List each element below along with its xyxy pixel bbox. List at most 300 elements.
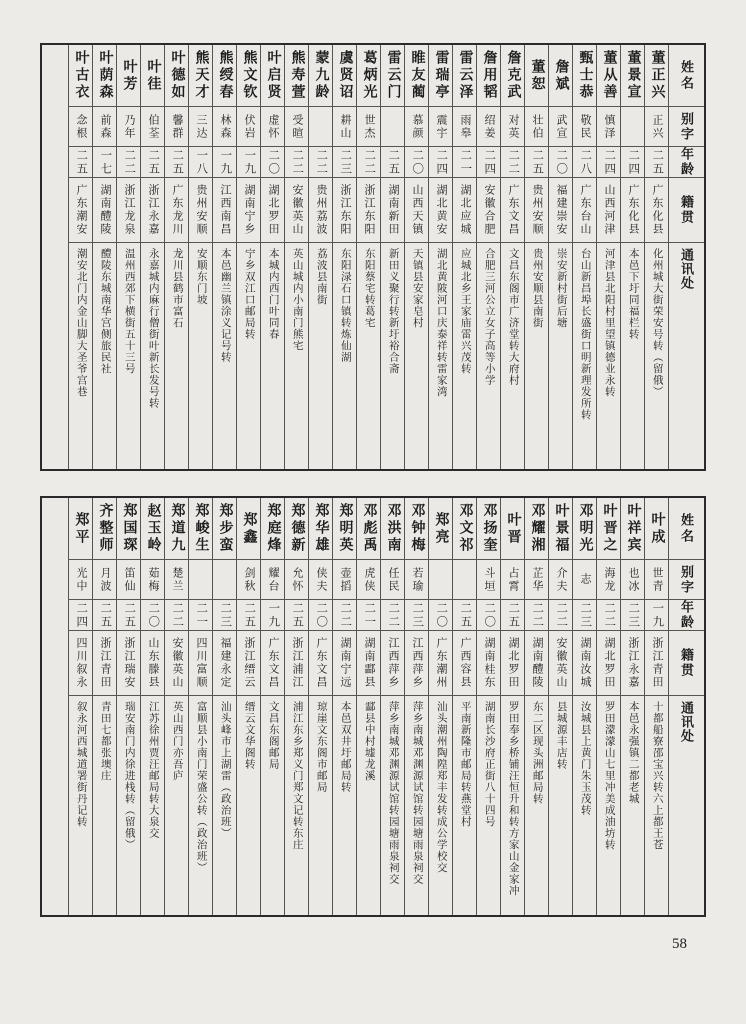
entry-cell-zi [237,107,260,147]
header-cell-origin [669,631,704,696]
entry-cell-zi [117,107,140,147]
entry-name: 郑步蛮 [217,503,233,554]
header-cell-age [669,600,704,631]
entry-name: 邓明光 [577,503,593,554]
entry-cell-age [621,600,644,631]
entry-age: 一九 [267,601,280,629]
entry-name: 詹克武 [505,50,521,101]
entry-address: 萍乡南城邓渊源试馆转园塘雨泉祠交 [411,701,423,885]
entry-courtesy-name: 光中 [75,566,87,593]
entry-address: 化州城大街荣安号转（留俄） [651,248,663,398]
entry-native-place: 湖南宁远 [339,637,351,689]
page-number: 58 [672,936,687,952]
header-label-name: 姓名 [679,512,694,545]
entry-cell-age [93,600,116,631]
entry-native-place: 四川富顺 [195,637,207,689]
entry-native-place: 福建崇安 [555,184,567,236]
entry-native-place: 湖北黄安 [435,184,447,236]
entry-cell-name [309,498,332,560]
entry-cell-zi [645,560,668,600]
entry-name: 叶古衣 [73,50,89,101]
entry-cell-zi [165,560,188,600]
entry-native-place: 广西容县 [459,637,471,689]
entry-native-place: 江西萍乡 [411,637,423,689]
entry-cell-name [405,498,428,560]
entry-age: 二一 [459,148,472,176]
entry-cell-name [549,45,572,107]
entry-native-place: 贵州安顺 [531,184,543,236]
entry-cell-origin [189,178,212,243]
entry-cell-origin [189,631,212,696]
entry-cell-zi [357,107,380,147]
entry-column [140,45,164,469]
entry-courtesy-name: 慎泽 [603,113,615,140]
entry-age: 二一 [195,601,208,629]
entry-age: 二八 [579,148,592,176]
entry-name: 熊文钦 [241,50,257,101]
entry-cell-zi [597,107,620,147]
entry-address: 文昌东阁市广济堂转大府村 [507,248,519,386]
entry-native-place: 广东潮安 [75,184,87,236]
entry-native-place: 浙江东阳 [339,184,351,236]
entry-cell-name [93,45,116,107]
entry-courtesy-name: 任民 [387,566,399,593]
entry-column [452,498,476,915]
entry-age: 二五 [99,601,112,629]
entry-cell-age [549,147,572,178]
entry-courtesy-name: 雨皋 [459,113,471,140]
entry-cell-age [333,600,356,631]
entry-cell-address [189,696,212,915]
entry-name: 邓洪南 [385,503,401,554]
entry-native-place: 湖南桂东 [483,637,495,689]
entry-cell-origin [69,631,92,696]
entry-column [116,498,140,915]
entry-native-place: 贵州安顺 [195,184,207,236]
entry-address: 东阳蔡宅转葛宅 [363,248,375,329]
entry-cell-address [405,696,428,915]
entry-address: 合肥三河公立女子高等小学 [483,248,495,386]
entry-cell-origin [477,178,500,243]
entry-name: 郑鑫 [241,511,257,546]
entry-cell-origin [573,631,596,696]
entry-cell-origin [429,178,452,243]
entry-cell-zi [501,560,524,600]
entry-cell-zi [621,560,644,600]
entry-cell-name [69,45,92,107]
entry-cell-name [405,45,428,107]
entry-cell-origin [285,631,308,696]
entry-cell-name [165,45,188,107]
entry-cell-age [333,147,356,178]
entry-address: 龙川县鹤市富石 [171,248,183,329]
entry-age: 二五 [387,148,400,176]
entry-cell-origin [309,178,332,243]
entry-cell-zi [477,107,500,147]
entry-native-place: 浙江青田 [99,637,111,689]
entry-cell-zi [573,560,596,600]
entry-name: 齐整师 [97,503,113,554]
entry-address: 永嘉城内麻行僧街叶新长发号转 [147,248,159,409]
entry-column [164,45,188,469]
entry-cell-age [285,600,308,631]
entry-age: 一八 [195,148,208,176]
entry-address: 平南新隆市邮局转燕堂村 [459,701,471,828]
entry-cell-origin [525,178,548,243]
entry-cell-age [597,147,620,178]
entry-cell-zi [309,560,332,600]
entry-cell-origin [141,631,164,696]
entry-cell-zi [69,560,92,600]
entry-cell-address [501,243,524,469]
entry-cell-name [117,498,140,560]
entry-age: 二〇 [483,601,496,629]
entry-cell-age [429,600,452,631]
entry-cell-address [597,696,620,915]
entry-address: 酃县中村墟龙溪 [363,701,375,782]
entry-courtesy-name: 林森 [219,113,231,140]
entry-cell-age [501,600,524,631]
entry-cell-age [501,147,524,178]
entry-cell-zi [549,107,572,147]
entry-column [92,498,116,915]
entry-courtesy-name: 慕颜 [411,113,423,140]
entry-cell-address [573,696,596,915]
entry-cell-zi [645,107,668,147]
entry-cell-origin [597,631,620,696]
entry-name: 郑道九 [169,503,185,554]
entry-address: 叙永河西城道署街丹记转 [75,701,87,828]
entry-name: 郑华雄 [313,503,329,554]
entry-column [284,45,308,469]
entry-cell-address [309,696,332,915]
entry-cell-address [69,696,92,915]
entry-cell-zi [549,560,572,600]
entry-cell-age [189,600,212,631]
entry-cell-origin [213,631,236,696]
entry-courtesy-name: 虚怀 [267,113,279,140]
entry-native-place: 贵州荔波 [315,184,327,236]
entry-age: 二二 [339,601,352,629]
entry-column [524,45,548,469]
entry-column [500,45,524,469]
entry-native-place: 广东化县 [627,184,639,236]
entry-name: 叶徍 [145,58,161,93]
entry-cell-name [621,498,644,560]
entry-address: 汝城县上黄门朱玉茂转 [579,701,591,816]
entry-name: 郑明英 [337,503,353,554]
entry-cell-age [141,147,164,178]
header-cell-zi [669,560,704,600]
entry-cell-address [381,243,404,469]
entry-native-place: 浙江青田 [651,637,663,689]
entry-cell-zi [237,560,260,600]
entry-cell-name [429,498,452,560]
entry-column [68,45,92,469]
entry-column [428,498,452,915]
entry-cell-address [477,696,500,915]
entry-age: 二三 [339,148,352,176]
entry-name: 叶荫森 [97,50,113,101]
entry-cell-name [573,498,596,560]
entry-cell-age [573,600,596,631]
entry-address: 本邑幽兰镇涂义记号转 [219,248,231,363]
entry-cell-address [261,243,284,469]
entry-native-place: 浙江永嘉 [627,637,639,689]
entry-cell-origin [141,178,164,243]
entry-courtesy-name: 介夫 [555,566,567,593]
entry-cell-address [141,243,164,469]
entry-address: 台山新昌埠长盛街口明新理发所转 [579,248,591,421]
entry-cell-origin [69,178,92,243]
entry-column [188,45,212,469]
entry-courtesy-name: 也冰 [627,566,639,593]
entry-native-place: 广东龙川 [171,184,183,236]
entry-cell-age [117,600,140,631]
entry-name: 董景宣 [625,50,641,101]
entry-cell-address [333,696,356,915]
entry-name: 叶成 [649,511,665,546]
entry-cell-origin [261,178,284,243]
entry-cell-age [69,600,92,631]
entry-address: 十都船寮邵宝兴转六上都王苍 [651,701,663,851]
entry-courtesy-name: 占霄 [507,566,519,593]
entry-cell-address [357,243,380,469]
entry-cell-age [141,600,164,631]
entry-cell-age [261,147,284,178]
entry-column [380,498,404,915]
entry-cell-age [477,147,500,178]
entry-cell-origin [405,631,428,696]
entry-address: 富顺县小南门荣盛公转（政治班） [195,701,207,874]
entry-cell-name [597,498,620,560]
entry-cell-name [381,498,404,560]
entry-cell-address [429,696,452,915]
entry-cell-name [237,45,260,107]
entry-cell-name [189,498,212,560]
entry-column [212,498,236,915]
entry-address: 汕头潮州陶隍郑丰发转成公学校交 [435,701,447,874]
entry-column [428,45,452,469]
header-label-address: 通讯处 [679,701,694,743]
entry-cell-zi [621,107,644,147]
entry-cell-name [141,45,164,107]
entry-native-place: 广东台山 [579,184,591,236]
entry-courtesy-name: 月波 [99,566,111,593]
entry-name: 邓耀湘 [529,503,545,554]
entry-age: 二五 [171,148,184,176]
entry-name: 叶晋 [505,511,521,546]
entry-address: 东二区现头洲邮局转 [531,701,543,805]
entry-cell-age [525,600,548,631]
entry-column [476,45,500,469]
entry-cell-zi [453,560,476,600]
entry-column [212,45,236,469]
entry-column [236,45,260,469]
entry-name: 叶德如 [169,50,185,101]
header-label-origin: 籍贯 [679,648,694,678]
entry-cell-zi [213,560,236,600]
entry-cell-name [429,45,452,107]
entry-address: 江苏徐州贾汪邮局转大泉交 [147,701,159,839]
entry-cell-address [261,696,284,915]
entry-cell-name [453,498,476,560]
entry-cell-age [453,600,476,631]
entry-cell-age [117,147,140,178]
entry-name: 叶芳 [121,58,137,93]
entry-native-place: 湖北应城 [459,184,471,236]
entry-cell-zi [285,107,308,147]
entry-native-place: 山西河津 [603,184,615,236]
entry-age: 二〇 [555,148,568,176]
entry-age: 二五 [291,601,304,629]
entry-cell-zi [141,107,164,147]
entry-cell-name [477,45,500,107]
entry-courtesy-name: 震宇 [435,113,447,140]
entry-cell-origin [597,178,620,243]
entry-cell-age [597,600,620,631]
entry-cell-age [69,147,92,178]
entry-cell-age [621,147,644,178]
entry-native-place: 浙江永嘉 [147,184,159,236]
directory-table-bottom [40,496,706,917]
entry-cell-origin [501,178,524,243]
entry-cell-origin [549,178,572,243]
entry-age: 二四 [435,148,448,176]
entry-cell-zi [429,107,452,147]
entry-cell-age [165,600,188,631]
entry-column [644,45,668,469]
entry-cell-age [165,147,188,178]
entry-column [548,498,572,915]
entry-age: 二二 [171,601,184,629]
entry-cell-origin [237,178,260,243]
entry-name: 董恕 [529,58,545,93]
entry-cell-zi [381,560,404,600]
entry-name: 熊天才 [193,50,209,101]
entry-native-place: 广东化县 [651,184,663,236]
entry-age: 二〇 [315,601,328,629]
entry-courtesy-name: 世青 [651,566,663,593]
entry-cell-address [381,696,404,915]
entry-address: 应城北乡王家庙雷兴茂转 [459,248,471,375]
entry-address: 安顺东门坡 [195,248,207,306]
entry-age: 二〇 [411,148,424,176]
entry-cell-age [261,600,284,631]
entry-name: 詹用韬 [481,50,497,101]
entry-cell-origin [621,631,644,696]
header-column [668,498,704,915]
entry-age: 二五 [651,148,664,176]
entry-native-place: 广东文昌 [315,637,327,689]
entry-cell-address [597,243,620,469]
entry-cell-name [189,45,212,107]
entry-name: 葛炳光 [361,50,377,101]
entry-column [164,498,188,915]
entry-courtesy-name: 剑秋 [243,566,255,593]
entry-cell-address [357,696,380,915]
entry-native-place: 湖南酃县 [363,637,375,689]
entry-courtesy-name: 馨群 [171,113,183,140]
entry-native-place: 福建永定 [219,637,231,689]
entry-age: 二一 [363,601,376,629]
header-label-zi: 别字 [679,564,694,595]
entry-native-place: 湖南宁乡 [243,184,255,236]
entry-cell-name [357,45,380,107]
entry-cell-name [645,45,668,107]
entry-cell-name [141,498,164,560]
entry-cell-zi [333,560,356,600]
entry-cell-zi [261,107,284,147]
entry-cell-address [501,696,524,915]
entry-column [260,498,284,915]
entry-column [236,498,260,915]
entry-address: 罗田濛濛山七里冲美成油坊转 [603,701,615,851]
entry-column [596,45,620,469]
entry-column [500,498,524,915]
entry-cell-address [573,243,596,469]
entry-cell-age [429,147,452,178]
entry-name: 雷云门 [385,50,401,101]
entry-column [620,45,644,469]
entry-address: 宁乡双江口邮局转 [243,248,255,340]
entry-cell-age [405,147,428,178]
entry-column [548,45,572,469]
entry-cell-name [381,45,404,107]
entry-courtesy-name: 敬民 [579,113,591,140]
entry-native-place: 湖南新田 [387,184,399,236]
entry-native-place: 江西萍乡 [387,637,399,689]
entry-courtesy-name: 楚兰 [171,566,183,593]
entry-cell-origin [285,178,308,243]
entry-cell-zi [189,560,212,600]
entry-courtesy-name: 伯荃 [147,113,159,140]
entry-native-place: 湖南醴陵 [99,184,111,236]
entry-cell-address [621,696,644,915]
entry-cell-age [525,147,548,178]
entry-age: 二三 [411,601,424,629]
entry-cell-age [573,147,596,178]
entry-age: 一九 [219,148,232,176]
entry-cell-name [165,498,188,560]
entry-name: 叶祥宾 [625,503,641,554]
entry-cell-address [285,696,308,915]
entry-cell-name [597,45,620,107]
entry-column [452,45,476,469]
entry-age: 二五 [507,601,520,629]
entry-cell-origin [621,178,644,243]
entry-cell-age [357,147,380,178]
entry-cell-zi [381,107,404,147]
entry-native-place: 江西南昌 [219,184,231,236]
entry-name: 熊寿萱 [289,50,305,101]
entry-native-place: 安徽合肥 [483,184,495,236]
entry-native-place: 广东潮州 [435,637,447,689]
entry-address: 英山城内小南门熊宅 [291,248,303,352]
entry-address: 汕头峰市上湖雷（政治班） [219,701,231,839]
entry-cell-zi [189,107,212,147]
entry-cell-address [165,696,188,915]
entry-age: 二二 [603,601,616,629]
entry-cell-age [213,600,236,631]
header-label-age: 年龄 [679,600,694,630]
entry-courtesy-name: 壮伯 [531,113,543,140]
entry-cell-zi [357,560,380,600]
entry-cell-zi [525,107,548,147]
entry-native-place: 安徽英山 [171,637,183,689]
entry-cell-address [237,696,260,915]
entry-column [260,45,284,469]
